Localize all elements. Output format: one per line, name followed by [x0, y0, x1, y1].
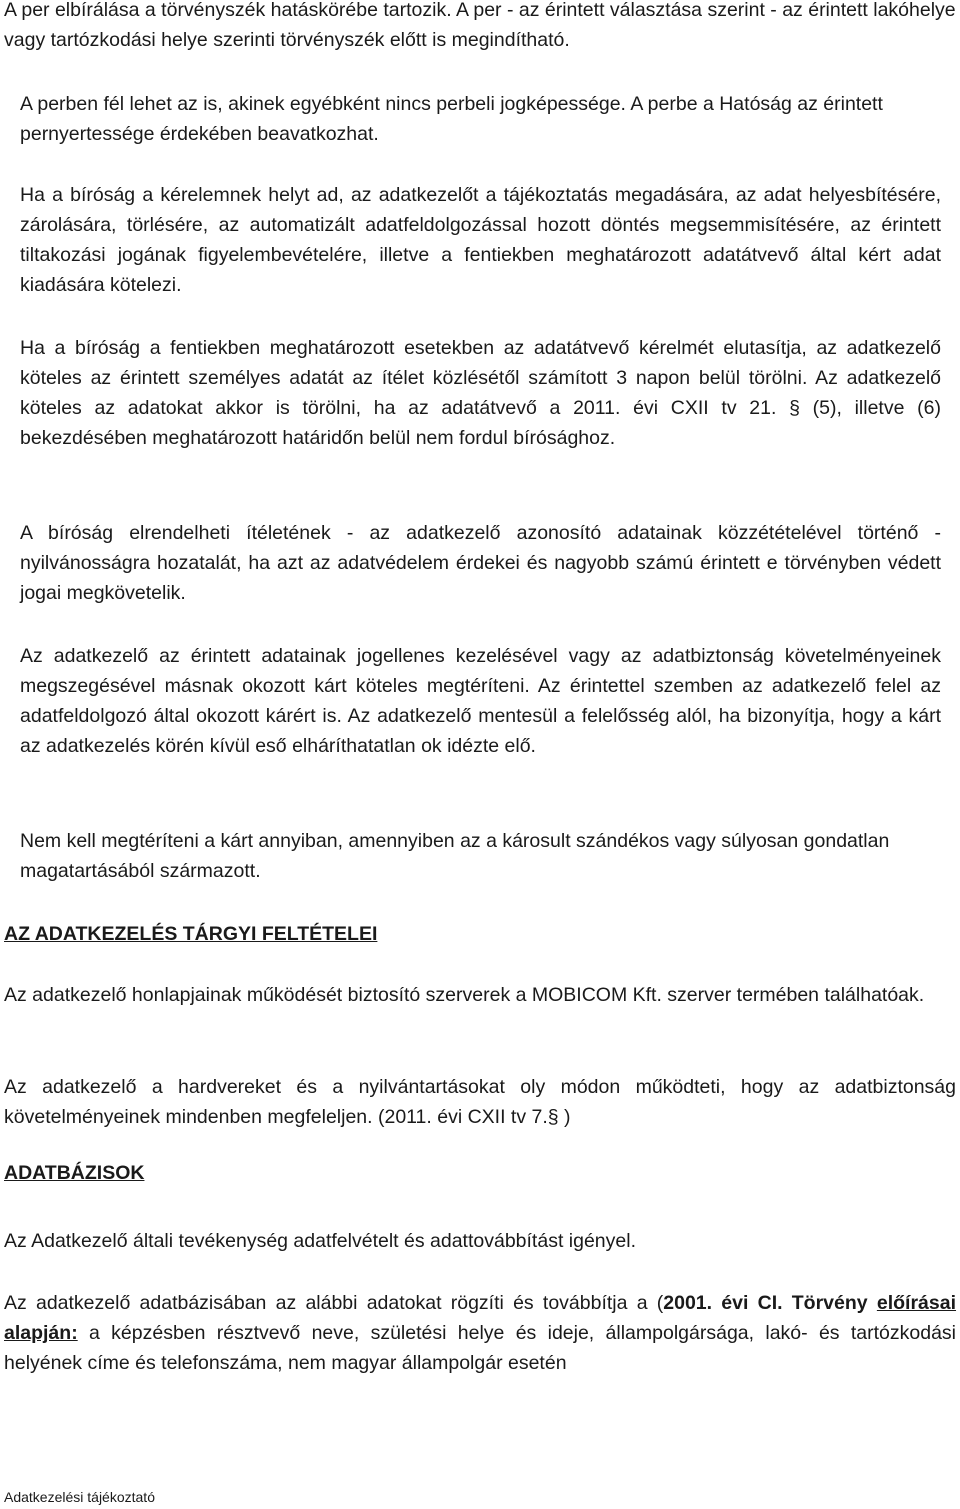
law-provisions: előírásai alapján:	[4, 1292, 957, 1344]
heading-material-conditions: AZ ADATKEZELÉS TÁRGYI FELTÉTELEI	[4, 923, 378, 945]
paragraph-data-collection: Az Adatkezelő általi tevékenység adatfelvételt és adattovábbítást igényel.	[4, 1230, 636, 1252]
paragraph-court-ruling: Ha a bíróság a kérelemnek helyt ad, az adatkezelőt a tájékoztatás megadására, az adat helyesbítésére, zárolására, törlésére, az automatizált adatfeldolgozással hozott döntés megsemmisítésére, az érintett tiltakozási jogának figyelembevételére, illetve a fentiekben meghatározott adatátvevő által kért adat kiadására kötelezi.	[20, 184, 941, 296]
paragraph-damages: Az adatkezelő az érintett adatainak jogellenes kezelésével vagy az adatbiztonság követelményeinek megszegésével másnak okozott kárt köteles megtéríteni. Az érintettel szemben az adatkezelő felel az adatfeldolgozó által okozott kárért is. Az adatkezelő mentesül a felelősség alól, ha bizonyítja, hogy a kárt az adatkezelés körén kívül eső elháríthatatlan ok idézte elő.	[20, 645, 941, 757]
law-reference: 2001. évi CI. Törvény	[663, 1292, 868, 1314]
paragraph-publication: A bíróság elrendelheti ítéletének - az adatkezelő azonosító adatainak közzétételével történő - nyilvánosságra hozatalát, ha azt az adatvédelem érdekei és nagyobb számú érintett e törvényben védett jogai megkövetelik.	[20, 522, 941, 604]
records-intro-text: Az adatkezelő adatbázisában az alábbi adatokat rögzíti és továbbítja a (	[4, 1292, 664, 1314]
records-list-text: a képzésben résztvevő neve, születési helye és ideje, állampolgársága, lakó- és tartózkodási helyének címe és telefonszáma, nem magyar állampolgár esetén	[4, 1322, 956, 1374]
heading-databases: ADATBÁZISOK	[4, 1162, 145, 1184]
paragraph-party-capacity: A perben fél lehet az is, akinek egyébként nincs perbeli jogképessége. A perbe a Hatóság az érintett pernyertessége érdekében beavatkozhat.	[20, 93, 883, 145]
paragraph-court-jurisdiction: A per elbírálása a törvényszék hatáskörébe tartozik. A per - az érintett választása szerint - az érintett lakóhelye vagy tartózkodási helye szerinti törvényszék előtt is megindítható.	[4, 0, 956, 51]
paragraph-database-records	[4, 1288, 956, 1378]
page-footer: Adatkezelési tájékoztató	[4, 1489, 155, 1505]
paragraph-servers: Az adatkezelő honlapjainak működését biztosító szerverek a MOBICOM Kft. szerver termében találhatóak.	[4, 984, 925, 1006]
paragraph-no-compensation: Nem kell megtéríteni a kárt annyiban, amennyiben az a károsult szándékos vagy súlyosan gondatlan magatartásából származott.	[20, 830, 890, 882]
paragraph-hardware: Az adatkezelő a hardvereket és a nyilvántartásokat oly módon működteti, hogy az adatbiztonság követelményeinek mindenben megfeleljen. (2011. évi CXII tv 7.§ )	[4, 1076, 956, 1128]
paragraph-rejection-deletion: Ha a bíróság a fentiekben meghatározott esetekben az adatátvevő kérelmét elutasítja, az adatkezelő köteles az érintett személyes adatát az ítélet közlésétől számított 3 napon belül törölni. Az adatkezelő köteles az adatokat akkor is törölni, ha az adatátvevő a 2011. évi CXII tv 21. § (5), illetve (6) bekezdésében meghatározott határidőn belül nem fordul bírósághoz.	[20, 337, 941, 449]
